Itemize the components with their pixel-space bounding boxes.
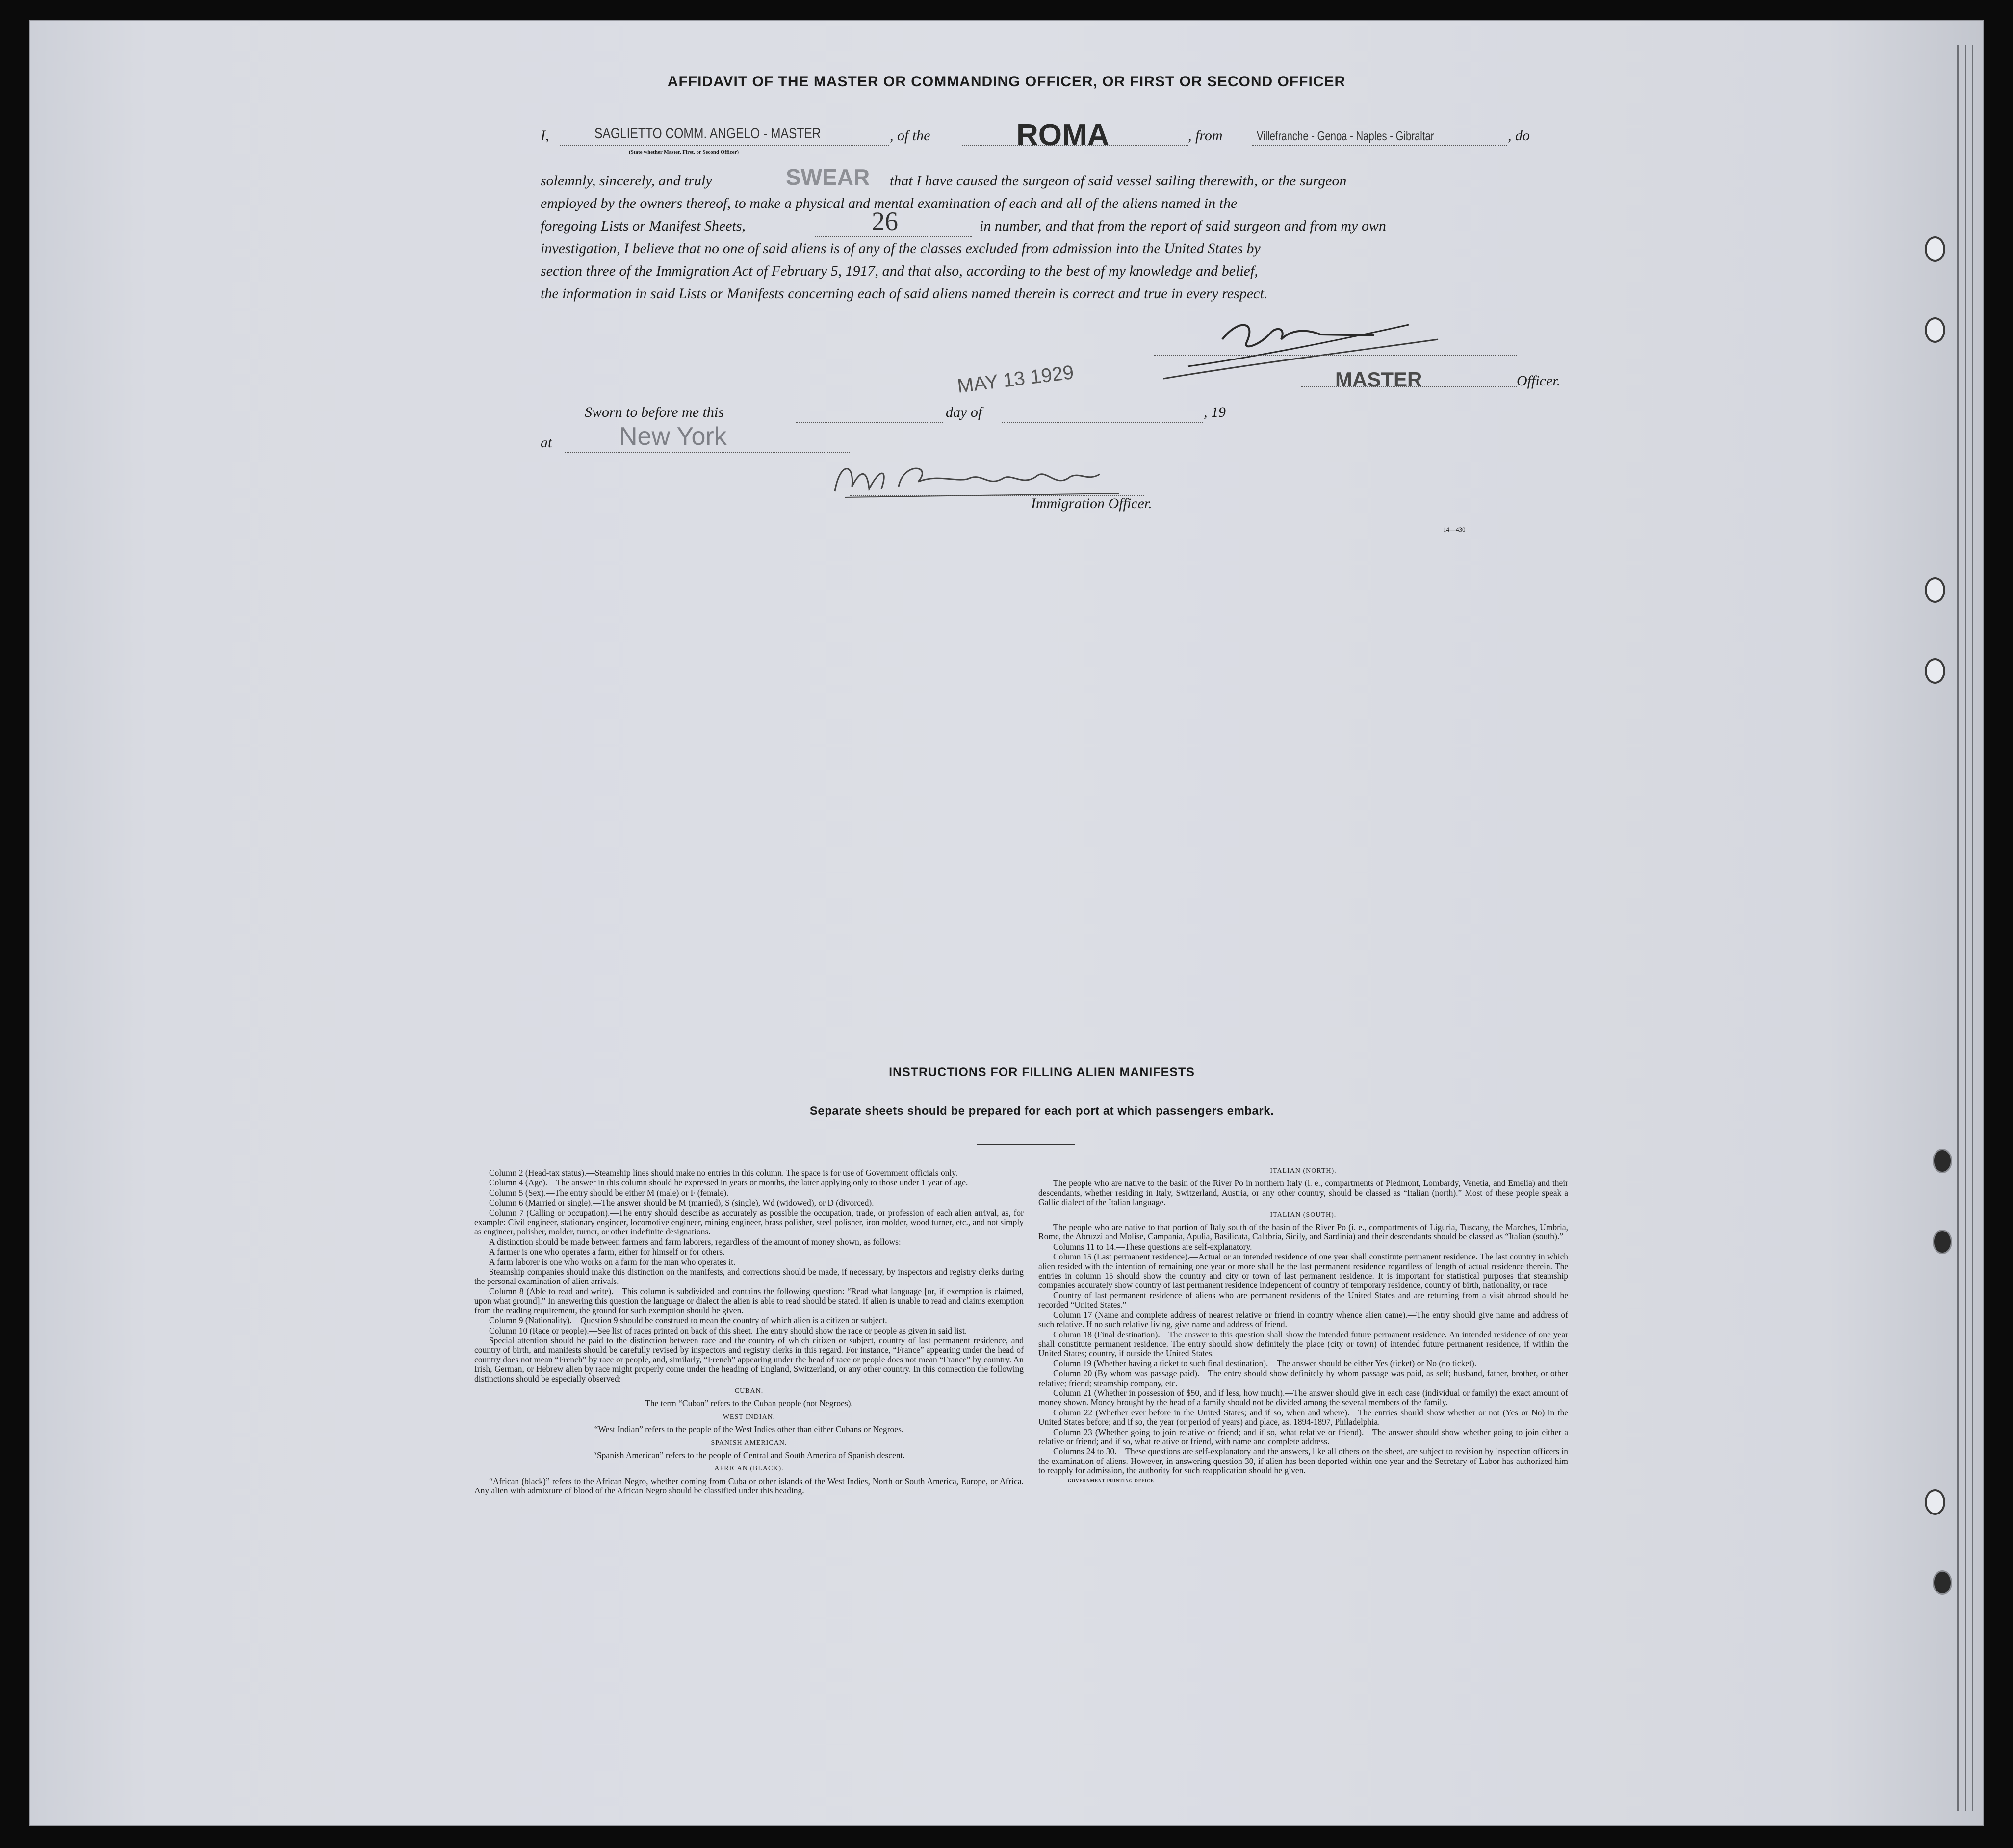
west-indian-heading: WEST INDIAN. bbox=[723, 1413, 775, 1421]
ports-field-line bbox=[1252, 145, 1507, 146]
cuban-heading: CUBAN. bbox=[734, 1387, 764, 1395]
left-para: Column 7 (Calling or occupation).—The entry should describe as accurately as possible the occupation, trade, or profession of each alien arrival, as, for example: Civil engineer, stationary engineer, locomotive engineer, mining engineer, brass polisher, steel polisher, iron molder, wood turner, etc., and not simply as engineer, polisher, molder, turner, or other indefinite designations. bbox=[474, 1207, 1024, 1237]
right-para: Column 22 (Whether ever before in the United States; and if so, when and where).—The entries should show whether or not (Yes or No) in the United States before; and if so, the year (or period of years) and place, as, 1894-1897, Philadelphia. bbox=[1038, 1407, 1568, 1427]
binding-hole bbox=[1925, 317, 1945, 343]
instructions-left-column bbox=[474, 1168, 1024, 1496]
day-of-label: day of bbox=[946, 404, 982, 420]
left-para: A distinction should be made between farmers and farm laborers, regardless of the amount of money shown, as follows: bbox=[489, 1236, 901, 1247]
instructions-subtitle: Separate sheets should be prepared for each port at which passengers embark. bbox=[809, 1104, 1274, 1118]
right-para: Column 17 (Name and complete address of nearest relative or friend in country whence alien came).—The entry should give name and address of such relative. If no such relative living, give name and address of friend. bbox=[1038, 1309, 1568, 1330]
right-para: Country of last permanent residence of aliens who are permanent residents of the United States and are returning from a visit abroad should be recorded “United States.” bbox=[1038, 1290, 1568, 1310]
affidavit-line2b: that I have caused the surgeon of said vessel sailing therewith, or the surgeon bbox=[890, 173, 1347, 189]
right-para: Columns 11 to 14.—These questions are self-explanatory. bbox=[1053, 1241, 1252, 1252]
printer-imprint: GOVERNMENT PRINTING OFFICE bbox=[1068, 1478, 1154, 1483]
instructions-title: INSTRUCTIONS FOR FILLING ALIEN MANIFESTS bbox=[889, 1065, 1195, 1079]
left-para: Column 6 (Married or single).—The answer should be M (married), S (single), Wd (widowed), or D (divorced). bbox=[489, 1198, 874, 1208]
sworn-day-line bbox=[796, 422, 943, 423]
african-heading: AFRICAN (BLACK). bbox=[714, 1465, 784, 1473]
affidavit-title: AFFIDAVIT OF THE MASTER OR COMMANDING OFFICER, OR FIRST OR SECOND OFFICER bbox=[667, 74, 1346, 90]
instructions-right-column bbox=[1038, 1163, 1568, 1486]
binding-hole bbox=[1933, 1230, 1952, 1254]
left-para: Column 4 (Age).—The answer in this column should be expressed in years or months, the latter applying only to those under 1 year of age. bbox=[489, 1178, 968, 1188]
master-name: SAGLIETTO COMM. ANGELO - MASTER bbox=[594, 126, 821, 142]
italian-north-text: The people who are native to the basin of the River Po in northern Italy (i. e., compartments of Piedmont, Lombardy, Venetia, and Emelia) and their descendants, whether residing in Italy, Switzerland, Austria, or any other country, should be classed as “Italian (north).” Most of these people speak a Gallic dialect of the Italian language. bbox=[1038, 1178, 1568, 1207]
right-para: Column 21 (Whether in possession of $50, and if less, how much).—The answer should give in each case (individual or family) the exact amount of money shown. Money brought by the head of a family should not be divided among the several members of the family. bbox=[1038, 1387, 1568, 1408]
sworn-label: Sworn to before me this bbox=[585, 404, 724, 420]
left-para: A farm laborer is one who works on a farm for the man who operates it. bbox=[489, 1257, 736, 1267]
page-edge bbox=[1957, 45, 1959, 1811]
right-para: Columns 24 to 30.—These questions are self-explanatory and the answers, like all others on the sheet, are subject to revision by inspection officers in the examination of aliens. However, in answering question 30, if alien has been deported within one year and the Secretary of Labor has authorized him to reapply for admission, the authority for such reapplication should be given. bbox=[1038, 1446, 1568, 1476]
place-line bbox=[565, 452, 850, 453]
spanish-american-heading: SPANISH AMERICAN. bbox=[711, 1439, 787, 1447]
affidavit-line3: employed by the owners thereof, to make a physical and mental examination of each and all of the aliens named in the bbox=[541, 195, 1238, 211]
right-para: Column 23 (Whether going to join relative or friend; and if so, what relative or friend).—The answer should show whether going to join either a relative or friend; and if so, what relative or friend, with name and complete address. bbox=[1038, 1427, 1568, 1446]
right-para: Column 19 (Whether having a ticket to such final destination).—The answer should be either Yes (ticket) or No (no ticket). bbox=[1053, 1358, 1477, 1368]
immigration-officer-label: Immigration Officer. bbox=[1031, 495, 1152, 512]
affidavit-I: I, bbox=[541, 128, 549, 144]
italian-north-heading: ITALIAN (NORTH). bbox=[1270, 1167, 1337, 1175]
sheets-count: 26 bbox=[872, 206, 898, 236]
right-para: Column 15 (Last permanent residence).—Actual or an intended residence of one year shall constitute permanent residence. The last country in which alien resided with the intention of remaining one year or more shall be the last permanent residence regardless of length of actual residence therein. The entries in column 15 should show the country and city or town of last permanent residence. It is important for statistical purposes that steamship companies accurately show country of last permanent residence independent of country of temporary residence, country of birth, nationality, or race. bbox=[1038, 1252, 1568, 1290]
right-para: Column 20 (By whom was passage paid).—The entry should show definitely by whom passage was paid, as self; husband, father, brother, or other relative; friend; steamship company, etc. bbox=[1038, 1368, 1568, 1388]
date-stamp: MAY 13 1929 bbox=[956, 361, 1075, 397]
from-label: , from bbox=[1188, 128, 1223, 144]
italian-south-heading: ITALIAN (SOUTH). bbox=[1270, 1211, 1337, 1219]
left-para: Column 2 (Head-tax status).—Steamship lines should make no entries in this column. The space is for use of Government officials only. bbox=[489, 1168, 958, 1178]
page-edge bbox=[1972, 45, 1973, 1811]
left-para: A farmer is one who operates a farm, either for himself or for others. bbox=[489, 1247, 725, 1257]
title-rule bbox=[977, 1144, 1075, 1145]
officer-label: Officer. bbox=[1517, 373, 1561, 389]
ports: Villefranche - Genoa - Naples - Gibraltar bbox=[1257, 128, 1434, 143]
affidavit-line7: the information in said Lists or Manifests concerning each of said aliens named therein is correct and true in every respect. bbox=[541, 285, 1268, 302]
affidavit-line4b: in number, and that from the report of said surgeon and from my own bbox=[980, 218, 1386, 234]
swear-stamp: SWEAR bbox=[786, 164, 870, 190]
rank-stamp: MASTER bbox=[1335, 368, 1422, 391]
name-field-line bbox=[560, 145, 889, 146]
left-para: Steamship companies should make this distinction on the manifests, and corrections should be made, if necessary, by inspectors and registry clerks during the personal examination of alien arrivals. bbox=[474, 1267, 1024, 1286]
affidavit-line2a: solemnly, sincerely, and truly bbox=[541, 173, 712, 189]
affidavit-line6: section three of the Immigration Act of February 5, 1917, and that also, according to the best of my knowledge and belief, bbox=[541, 263, 1258, 279]
left-para: Column 10 (Race or people).—See list of races printed on back of this sheet. The entry should show the race or people as given in said list. bbox=[489, 1325, 967, 1335]
binding-hole bbox=[1925, 658, 1945, 684]
signature-line bbox=[1154, 355, 1517, 356]
binding-hole bbox=[1925, 1489, 1945, 1515]
left-para: Column 5 (Sex).—The entry should be either M (male) or F (female). bbox=[489, 1187, 729, 1198]
west-indian-text: “West Indian” refers to the people of the West Indies other than either Cubans or Negroes. bbox=[594, 1424, 904, 1435]
affidavit-line5: investigation, I believe that no one of said aliens is of any of the classes excluded from admission into the United States by bbox=[541, 240, 1261, 257]
african-text: “African (black)” refers to the African Negro, whether coming from Cuba or other islands of the West Indies, North or South America, Europe, or Africa. Any alien with admixture of blood of the African Negro should be classified under this heading. bbox=[474, 1476, 1024, 1496]
cuban-text: The term “Cuban” refers to the Cuban people (not Negroes). bbox=[645, 1398, 853, 1409]
affidavit-line4a: foregoing Lists or Manifest Sheets, bbox=[541, 218, 746, 234]
form-number: 14—430 bbox=[1443, 526, 1466, 533]
left-para: Column 8 (Able to read and write).—This column is subdivided and contains the following question: “Read what language [or, if exemption is claimed, upon what ground].” In answering this question the language or dialect the alien is able to read should be stated. If alien is unable to read and claims exemption from the reading requirement, the ground for such exemption should be given. bbox=[474, 1286, 1024, 1315]
place-stamp: New York bbox=[619, 422, 727, 451]
binding-hole bbox=[1925, 577, 1945, 603]
manifest-page bbox=[29, 20, 1984, 1826]
vessel-name: ROMA bbox=[1016, 118, 1110, 152]
binding-hole bbox=[1933, 1570, 1952, 1595]
italian-south-text: The people who are native to that portion of Italy south of the basin of the River Po (i. e., compartments of Liguria, Tuscany, the Marches, Umbria, Rome, the Abruzzi and Molise, Campania, Apulia, Basilicata, Calabria, Sicily, and Sardinia) and their descendants should be classed as “Italian (south).” bbox=[1038, 1222, 1568, 1242]
do-label: , do bbox=[1508, 128, 1530, 144]
page-edge bbox=[1965, 45, 1966, 1811]
at-label: at bbox=[541, 435, 552, 451]
state-note: (State whether Master, First, or Second Officer) bbox=[629, 149, 739, 155]
spanish-american-text: “Spanish American” refers to the people of Central and South America of Spanish descent. bbox=[593, 1450, 905, 1460]
binding-hole bbox=[1925, 236, 1945, 262]
left-para: Special attention should be paid to the distinction between race and the country of which citizen or subject, country of last permanent residence, and country of birth, and manifests should be carefully revised by inspectors and registry clerks in this regard. For instance, “France” appearing under the head of country does not mean “French” by race or people, and, similarly, “French” appearing under the head of race or people does not mean “France” by country. An Irish, German, or Hebrew alien by race might properly come under the heading of England, Switzerland, or any other country. In this connection the following distinctions should be especially observed: bbox=[474, 1335, 1024, 1384]
month-line bbox=[1002, 422, 1203, 423]
year-label: , 19 bbox=[1204, 404, 1226, 420]
right-para: Column 18 (Final destination).—The answer to this question shall show the intended future permanent residence. An intended residence of one year shall constitute permanent residence. The entry should show definitely the place (city or town) of intended future permanent residence, if within the United States; country, if outside the United States. bbox=[1038, 1329, 1568, 1359]
binding-hole bbox=[1933, 1149, 1952, 1173]
of-the-label: , of the bbox=[890, 128, 930, 144]
left-para: Column 9 (Nationality).—Question 9 should be construed to mean the country of which alien is a citizen or subject. bbox=[489, 1315, 887, 1326]
